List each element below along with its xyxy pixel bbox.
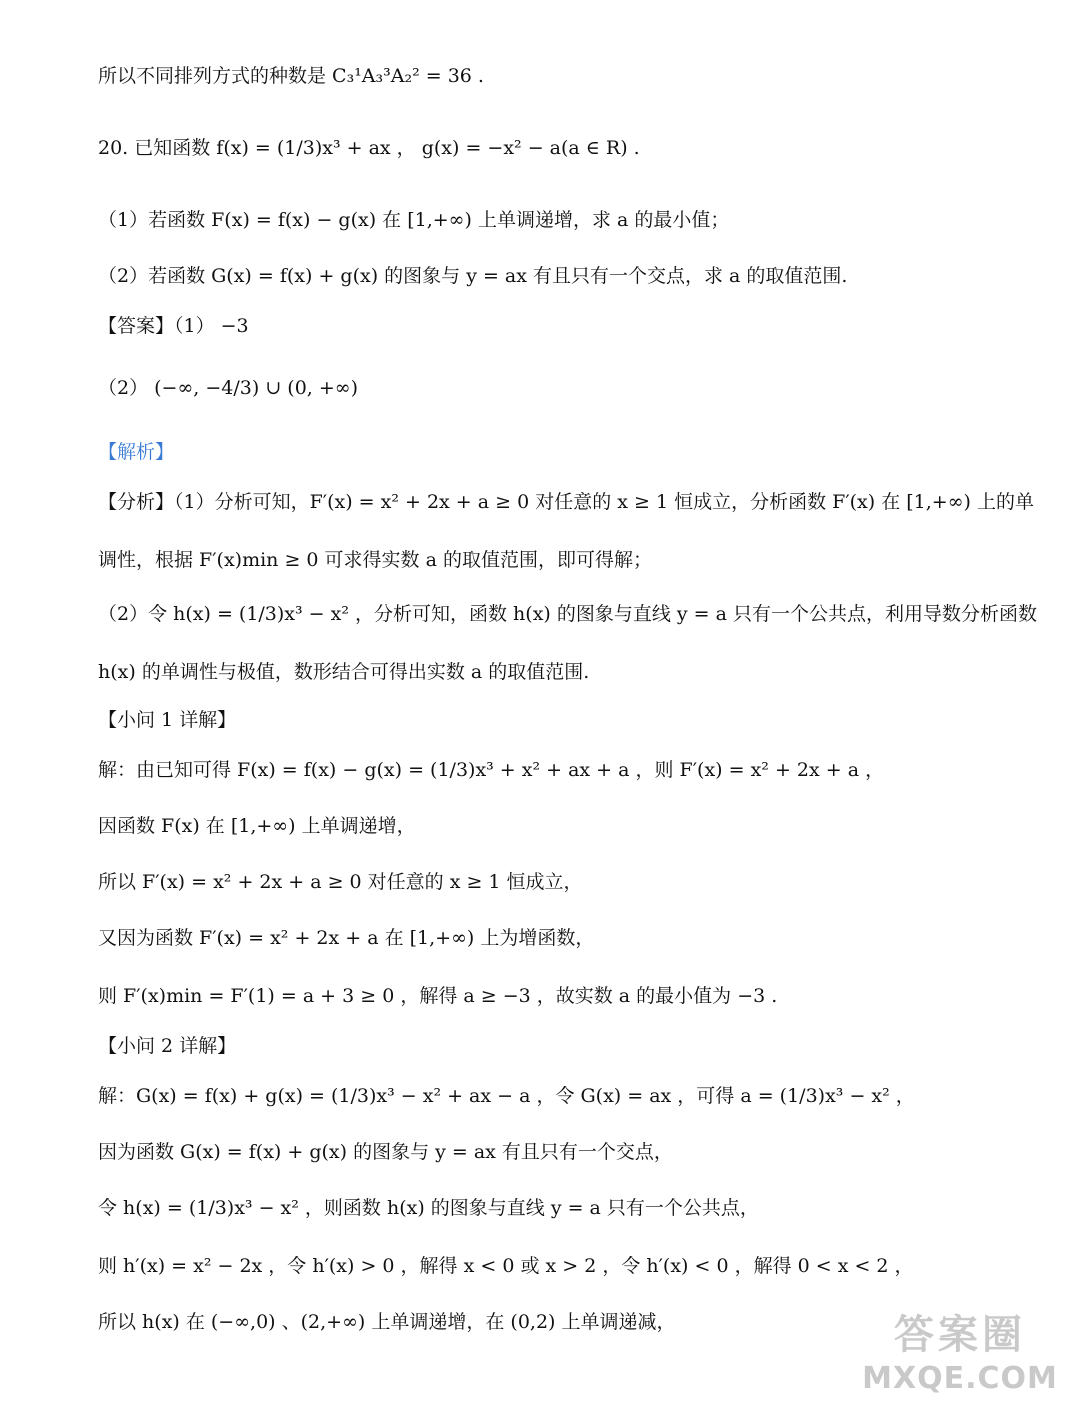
question-20-part-2: （2）若函数 G(x) = f(x) + g(x) 的图象与 y = ax 有且只有一个交点，求 a 的取值范围.: [98, 265, 848, 287]
answer-part-2: （2） (−∞, −4/3) ∪ (0, +∞): [98, 377, 359, 399]
solution-2-line-5: 所以 h(x) 在 (−∞,0) 、(2,+∞) 上单调递增，在 (0,2) 上单调递减，: [98, 1311, 676, 1333]
solution-2-line-1: 解：G(x) = f(x) + g(x) = (1/3)x³ − x² + ax − a ，令 G(x) = ax ，可得 a = (1/3)x³ − x² ，: [98, 1085, 915, 1107]
analysis-line-4: h(x) 的单调性与极值，数形结合可得出实数 a 的取值范围.: [98, 661, 590, 683]
solution-1-line-5: 则 F′(x)min = F′(1) = a + 3 ≥ 0 ，解得 a ≥ −3 ，故实数 a 的最小值为 −3 .: [98, 985, 778, 1007]
question-20: 20. 已知函数 f(x) = (1/3)x³ + ax ， g(x) = −x² − a(a ∈ R) .: [98, 137, 640, 159]
text-line-1: 所以不同排列方式的种数是 C₃¹A₃³A₂² = 36 .: [98, 65, 484, 87]
analysis-line-1: 【分析】（1）分析可知，F′(x) = x² + 2x + a ≥ 0 对任意的 x ≥ 1 恒成立，分析函数 F′(x) 在 [1,+∞) 上的单: [98, 491, 1034, 513]
analysis-line-2: 调性，根据 F′(x)min ≥ 0 可求得实数 a 的取值范围，即可得解；: [98, 549, 652, 571]
solution-1-line-3: 所以 F′(x) = x² + 2x + a ≥ 0 对任意的 x ≥ 1 恒成立，: [98, 871, 583, 893]
solution-1-line-4: 又因为函数 F′(x) = x² + 2x + a 在 [1,+∞) 上为增函数，: [98, 927, 595, 949]
watermark-text-top: 答案圈: [894, 1312, 1026, 1358]
subquestion-1-heading: 【小问 1 详解】: [98, 709, 237, 731]
watermark-text-bottom: MXQE.COM: [862, 1361, 1058, 1396]
answer-heading: 【答案】（1） −3: [98, 315, 249, 337]
analysis-line-3: （2）令 h(x) = (1/3)x³ − x² ，分析可知，函数 h(x) 的图象与直线 y = a 只有一个公共点，利用导数分析函数: [98, 603, 1038, 625]
analysis-heading: 【解析】: [98, 441, 175, 463]
solution-2-line-3: 令 h(x) = (1/3)x³ − x² ，则函数 h(x) 的图象与直线 y = a 只有一个公共点，: [98, 1197, 759, 1219]
subquestion-2-heading: 【小问 2 详解】: [98, 1035, 237, 1057]
solution-1-line-1: 解：由已知可得 F(x) = f(x) − g(x) = (1/3)x³ + x² + ax + a ，则 F′(x) = x² + 2x + a ，: [98, 759, 885, 781]
solution-2-line-4: 则 h′(x) = x² − 2x ，令 h′(x) > 0 ，解得 x < 0 或 x > 2 ，令 h′(x) < 0 ，解得 0 < x < 2 ，: [98, 1255, 914, 1277]
watermark-logo: [860, 1309, 1060, 1405]
solution-2-line-2: 因为函数 G(x) = f(x) + g(x) 的图象与 y = ax 有且只有一个交点，: [98, 1141, 673, 1163]
solution-1-line-2: 因函数 F(x) 在 [1,+∞) 上单调递增，: [98, 815, 416, 837]
question-20-part-1: （1）若函数 F(x) = f(x) − g(x) 在 [1,+∞) 上单调递增，求 a 的最小值；: [98, 209, 730, 231]
